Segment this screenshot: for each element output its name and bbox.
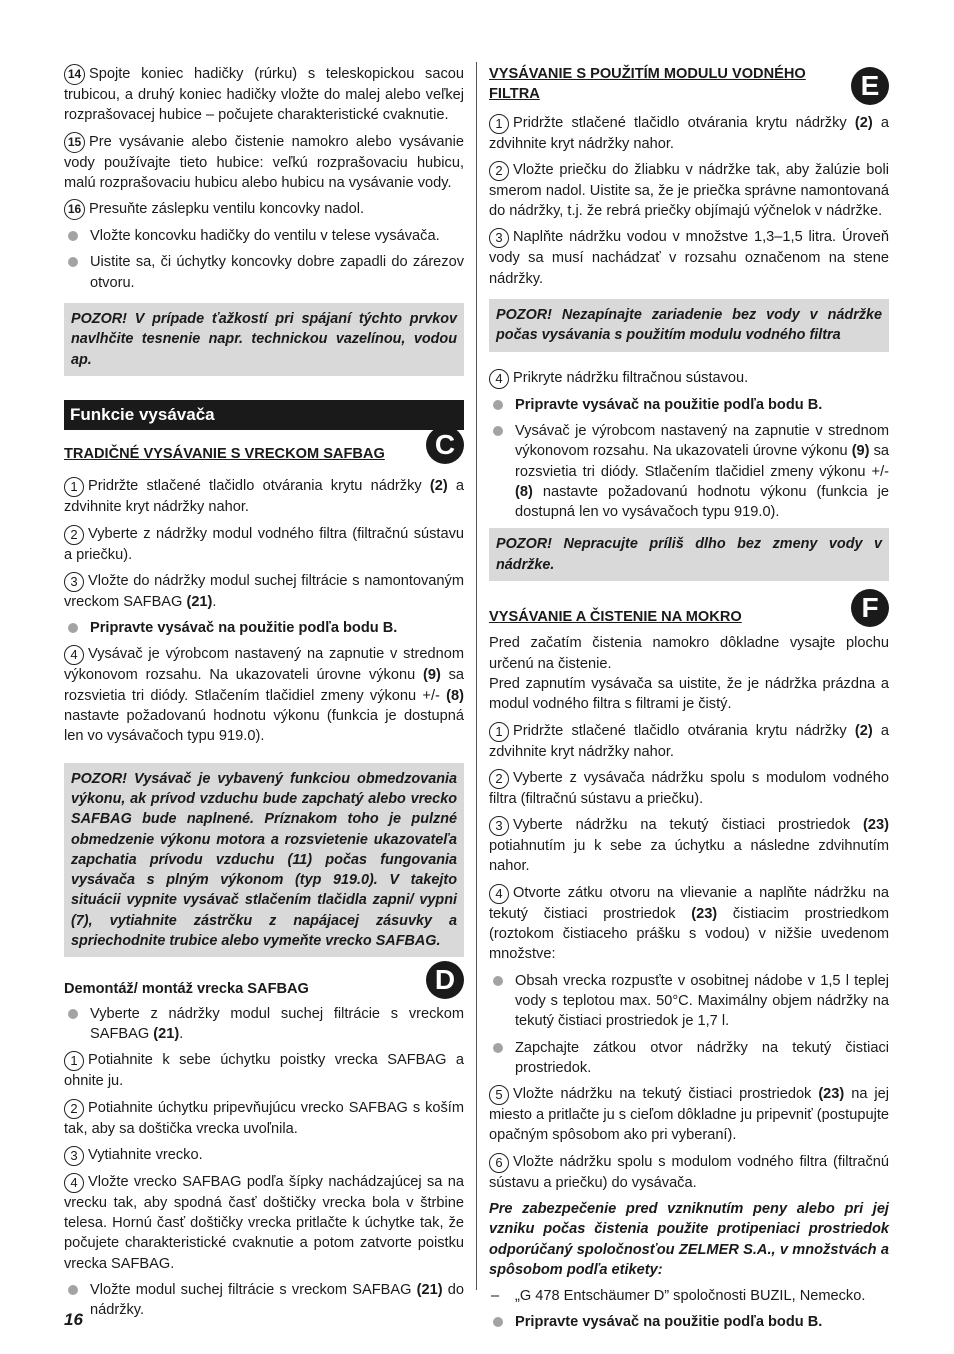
step-number: 4: [489, 884, 509, 904]
step-number: 2: [64, 525, 84, 545]
step-2: 2 Vložte priečku do žliabku v nádržke tak, aby žalúzie boli smerom nadol. Uistite sa, že je priečka správne namontovaná do nádržky, t.j. že rebrá priečky objímajú výčnelok v nádržke.: [489, 161, 889, 220]
subsection-title: VYSÁVANIE A ČISTENIE NA MOKRO: [489, 609, 742, 626]
bullet-dot-icon: [68, 623, 78, 633]
step-3: 3 Vyberte nádržku na tekutý čistiaci prostriedok (23) potiahnutím ju k sebe za úchytku a následne zdvihnutím nahor.: [489, 817, 889, 875]
step-number: 1: [489, 722, 509, 742]
step-number: 3: [64, 572, 84, 592]
bullet-dot-icon: [68, 231, 78, 241]
bullet-dot-icon: [493, 1043, 503, 1053]
step-3: 3 Vložte do nádržky modul suchej filtrácie s namontovaným vreckom SAFBAG (21).: [64, 572, 464, 610]
bullet-dot-icon: [493, 1317, 503, 1327]
page-number: 16: [64, 1310, 83, 1329]
subsection-f-heading: [489, 592, 889, 627]
step-number: 6: [489, 1153, 509, 1173]
subsection-d-heading: [64, 964, 464, 999]
bullet-item: Vysávač je výrobcom nastavený na zapnutie v strednom výkonovom rozsahu. Na ukazovateli úrovne výkonu (9) sa rozsvietia tri diódy. Stlačením tlačidiel zmeny výkonu +/- (8) nastavte požadovanú hodnotu výkonu (funkcia je dostupná len vo vysávačoch typu 919.0).: [489, 421, 889, 522]
section-letter-d-icon: D: [426, 961, 464, 999]
right-column: [489, 64, 889, 1339]
step-1: 1 Pridržte stlačené tlačidlo otvárania krytu nádržky (2) a zdvihnite kryt nádržky nahor.: [64, 478, 465, 516]
step-2: 2 Vyberte z vysávača nádržku spolu s modulom vodného filtra (filtračnú sústavu a priečku).: [489, 769, 889, 807]
step-4: 4 Otvorte zátku otvoru na vlievanie a naplňte nádržku na tekutý čistiaci prostriedok (23) čistiacim prostriedkom (roztokom čistiaceho prášku s vodou) v nižšie uvedenom množstve:: [489, 884, 889, 963]
step-number: 3: [489, 228, 509, 248]
subsection-title: Demontáž/ montáž vrecka SAFBAG: [64, 981, 309, 998]
bullet-dot-icon: [68, 257, 78, 267]
step-2: 2 Vyberte z nádržky modul vodného filtra (filtračnú sústavu a priečku).: [64, 525, 464, 563]
bullet-item: Obsah vrecka rozpusťte v osobitnej nádobe v 1,5 l teplej vody s teplotou max. 50°C. Maximálny objem nádržky na tekutý čistiaci prostriedok je 1,7 l.: [489, 971, 889, 1032]
step-2: 2 Potiahnite úchytku pripevňujúcu vrecko SAFBAG s koším tak, aby sa doštička vrecka uvoľnila.: [64, 1099, 464, 1137]
column-divider: [476, 62, 477, 1290]
section-letter-f-icon: F: [851, 589, 889, 627]
paragraph: Pred zapnutím vysávača sa uistite, že je nádržka prázdna a modul vodného filtra s filtrami je čistý.: [489, 675, 889, 713]
bullet-item: Zapchajte zátkou otvor nádržky na tekutý čistiaci prostriedok.: [489, 1038, 889, 1079]
step-5: 5 Vložte nádržku na tekutý čistiaci prostriedok (23) na jej miesto a pritlačte ju s cieľom dôkladne ju pripevniť (postupujte opačným spôsobom ako pri vyberaní).: [489, 1086, 889, 1144]
bullet-dot-icon: [493, 976, 503, 986]
dash-icon: –: [491, 1288, 500, 1305]
subsection-title: VYSÁVANIE S POUŽITÍM MODULU VODNÉHO FILTRA: [489, 66, 806, 103]
step-number: 4: [489, 369, 509, 389]
dash-item: – „G 478 Entschäumer D” spoločnosti BUZIL, Nemecko.: [489, 1286, 889, 1306]
bullet-dot-icon: [493, 400, 503, 410]
antifoam-warning: Pre zabezpečenie pred vzniknutím peny alebo pri jej vzniku počas čistenia použite protipeniaci prostriedok odporúčaný spoločnosťou ZELMER S.A., v množstvách a spôsobom podľa etikety:: [489, 1200, 889, 1278]
step-number: 14: [64, 64, 85, 85]
warning-note: POZOR! V prípade ťažkostí pri spájaní týchto prvkov navlhčite tesnenie napr. technickou vazelínou, vodou ap.: [64, 303, 464, 376]
left-column: [64, 64, 464, 1327]
subsection-c-heading: [64, 428, 464, 464]
section-heading: Funkcie vysávača: [64, 400, 464, 430]
subsection-title: TRADIČNÉ VYSÁVANIE S VRECKOM SAFBAG: [64, 445, 385, 462]
bullet-dot-icon: [68, 1009, 78, 1019]
step-3: 3 Vytiahnite vrecko.: [64, 1145, 464, 1166]
step-6: 6 Vložte nádržku spolu s modulom vodného filtra (filtračnú sústavu a priečku) do vysávača.: [489, 1153, 889, 1191]
bullet-item: Vložte modul suchej filtrácie s vreckom SAFBAG (21) do nádržky.: [64, 1280, 464, 1321]
step-14: 14 Spojte koniec hadičky (rúrku) s teleskopickou sacou trubicou, a druhý koniec hadičky vložte do malej alebo veľkej rozprašovacej hubice – počujete charakteristické cvaknutie.: [64, 66, 464, 124]
step-number: 1: [489, 114, 509, 134]
step-number: 4: [64, 1173, 84, 1193]
step-1: 1 Pridržte stlačené tlačidlo otvárania krytu nádržky (2) a zdvihnite kryt nádržky nahor.: [489, 722, 890, 760]
bullet-item: Pripravte vysávač na použitie podľa bodu B.: [489, 395, 889, 415]
bullet-item: Pripravte vysávač na použitie podľa bodu B.: [489, 1312, 889, 1332]
step-number: 16: [64, 199, 85, 220]
paragraph: Pred začatím čistenia namokro dôkladne vysajte plochu určenú na čistenie.: [489, 635, 889, 672]
warning-note: POZOR! Vysávač je vybavený funkciou obmedzovania výkonu, ak prívod vzduchu bude zapchatý alebo vrecko SAFBAG bude naplnené. Príznakom toho je pulzné obmedzenie výkonu motora a rozsvietenie ukazovateľa zapchatia prívodu vzduchu (11) počas fungovania vysávača s plným výkonom (typ 919.0). V takejto situácii vypnite vysávač stlačením tlačidla zapni/ vypni (7), vytiahnite zástrčku z napájacej zásuvky a spriechodnite trubice alebo vymeňte vrecko SAFBAG.: [64, 763, 464, 958]
step-number: 2: [64, 1099, 84, 1119]
step-number: 15: [64, 132, 85, 153]
warning-note: POZOR! Nezapínajte zariadenie bez vody v nádržke počas vysávania s použitím modulu vodného filtra: [489, 299, 889, 352]
step-number: 5: [489, 1085, 509, 1105]
section-letter-e-icon: E: [851, 67, 889, 105]
step-4: 4 Prikryte nádržku filtračnou sústavou.: [489, 368, 889, 389]
step-4: 4 Vložte vrecko SAFBAG podľa šípky nachádzajúcej sa na vrecku tak, aby spodná časť doštičky vrecka bola v štrbine telesa. Hornú časť doštičky vrecka pritlačte k úchytke tak, že počujete charakteristické cvaknutie a potom zatvorte poistku vrecka SAFBAG.: [64, 1173, 464, 1272]
bullet-dot-icon: [493, 426, 503, 436]
bullet-item: Vyberte z nádržky modul suchej filtrácie s vreckom SAFBAG (21).: [64, 1004, 464, 1045]
step-number: 1: [64, 1051, 84, 1071]
step-number: 1: [64, 477, 84, 497]
step-4: 4 Vysávač je výrobcom nastavený na zapnutie v strednom výkonovom rozsahu. Na ukazovateli úrovne výkonu (9) sa rozsvietia tri diódy. Stlačením tlačidiel zmeny výkonu +/- (8) nastavte požadovanú hodnotu výkonu (funkcia je dostupná len vo vysávačoch typu 919.0).: [64, 646, 465, 745]
step-number: 3: [489, 816, 509, 836]
step-15: 15 Pre vysávanie alebo čistenie namokro alebo vysávanie vody používajte tieto hubice: veľkú rozprašovaciu hubicu, malú rozprašovaciu hubicu alebo hubicu na vysávanie vody.: [64, 133, 464, 191]
subsection-e-heading: [489, 64, 889, 105]
step-1: 1 Potiahnite k sebe úchytku poistky vrecka SAFBAG a ohnite ju.: [64, 1052, 464, 1090]
step-16: 16 Presuňte záslepku ventilu koncovky nadol.: [64, 199, 464, 220]
step-3: 3 Naplňte nádržku vodou v množstve 1,3–1,5 litra. Úroveň vody sa musí nachádzať v rozsahu označenom na stene nádržky.: [489, 229, 889, 287]
warning-note: POZOR! Nepracujte príliš dlho bez zmeny vody v nádržke.: [489, 528, 889, 581]
bullet-dot-icon: [68, 1285, 78, 1295]
step-number: 2: [489, 769, 509, 789]
step-number: 4: [64, 645, 84, 665]
bullet-item: Uistite sa, či úchytky koncovky dobre zapadli do zárezov otvoru.: [64, 252, 464, 293]
bullet-item: Pripravte vysávač na použitie podľa bodu B.: [64, 618, 464, 638]
section-letter-c-icon: C: [426, 426, 464, 464]
bullet-item: Vložte koncovku hadičky do ventilu v telese vysávača.: [64, 226, 464, 246]
step-1: 1 Pridržte stlačené tlačidlo otvárania krytu nádržky (2) a zdvihnite kryt nádržky nahor.: [489, 114, 890, 152]
step-number: 2: [489, 161, 509, 181]
step-number: 3: [64, 1146, 84, 1166]
